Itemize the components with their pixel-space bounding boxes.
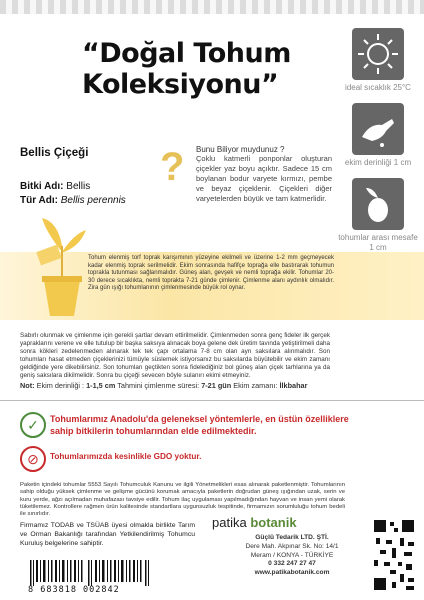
company-info [222, 534, 362, 578]
barcode-number: 8 683818 002842 [28, 585, 120, 595]
brand-name-b: botanik [250, 515, 297, 530]
plant-names [20, 180, 126, 208]
brand-name-a: patika [212, 515, 247, 530]
growing-info-sidebar [337, 28, 419, 263]
note-season-label: Ekim zamanı: [233, 381, 278, 390]
no-gmo-icon: ⊘ [20, 446, 46, 472]
qr-code [372, 518, 416, 592]
certification-text: Firmamız TODAB ve TSÜAB üyesi olmakla birlikte Tarım ve Orman Bakanlığı tarafından Yetkilendirilmiş Tohumcu Kuruluş belgelerine sahiptir. [20, 522, 195, 547]
note-germ-value: 7-21 gün [201, 381, 232, 390]
divider [0, 400, 424, 401]
did-you-know-box [160, 145, 332, 204]
did-you-know-text: Çoklu katmerli ponponlar oluşturan çiçekler yaz boyu açıktır. Sadece 15 cm boylanan bodur varyete kırmızı, pembe ve beyaz çiçeklenir. Çiçekleri diğer varyetelerden büyük ve tam katmerlidir. [196, 154, 332, 203]
company-website: www.patikabotanik.com [254, 569, 330, 577]
sprout-pot-icon [34, 212, 90, 322]
company-name: Güçlü Tedarik LTD. ŞTİ. [255, 534, 329, 541]
brand-logo [212, 515, 297, 530]
depth-info [337, 103, 419, 168]
spacing-text: tohumlar arası mesafe 1 cm [338, 233, 418, 252]
note-depth-label: Ekim derinliği : [36, 381, 85, 390]
collection-title: “Doğal Tohum Koleksiyonu” [82, 38, 291, 100]
bitki-label: Bitki Adı: [20, 181, 64, 192]
company-phone: 0 332 247 27 47 [268, 560, 316, 568]
no-gmo-claim: Tohumlarımızda kesinlikle GDO yoktur. [50, 452, 202, 461]
temperature-info [337, 28, 419, 93]
temperature-text: ideal sıcaklık 25°C [345, 83, 411, 92]
bitki-value: Bellis [66, 181, 91, 192]
note-germ-label: Tahmini çimlenme süresi: [117, 381, 200, 390]
origin-claim: Tohumlarımız Anadolu'da geleneksel yöntemlerle, en üstün özelliklere sahip bitkilerin tohumlarından elde edilmektedir. [50, 414, 349, 436]
tear-strip [0, 0, 424, 14]
did-you-know-title: Bunu Biliyor muydunuz ? [196, 145, 285, 154]
company-address-1: Dere Mah. Akpınar Sk. No: 14/1 [245, 542, 339, 550]
company-address-2: Meram / KONYA - TÜRKİYE [250, 551, 334, 559]
sowing-note [20, 381, 340, 390]
tur-value: Bellis perennis [60, 195, 126, 206]
question-mark-icon: ? [160, 145, 185, 189]
depth-text: ekim derinliği 1 cm [344, 158, 412, 167]
note-label: Not: [20, 381, 35, 390]
sowing-instructions-text: Tohum elenmiş torf toprak karışımının yüzeyine ekilmeli ve üzerine 1-2 mm geçmeyecek kadar elenmiş toprak serilmelidir. Ekim sonrasında hafifçe toprağa elle bastırarak tohumun toprakla tutunması sağlanmalıdır. Güneş alan, gevşek ve nemli toprağa ekilir. Tohumlar 20-30 derece sıcaklıkta, nemli toprakta 7-21 günde çimlenir. Çimlenme alanı aydınlık olmalıdır. Zira gün ışığı tohumlanının çimlenmesinde büyük rol oynar. [88, 255, 334, 291]
check-icon: ✓ [20, 412, 46, 438]
note-depth-value: 1-1,5 cm [86, 381, 116, 390]
legal-text: Paketin içindeki tohumlar 5553 Sayılı Tohumculuk Kanunu ve ilgili Yönetmelikleri esas alınarak paketlenmiştir. Tohumlarının sahip olduğu yüksek çimlenme ve gelişme gücünü korumak amacıyla paketlerin doğrudan güneş ışığından uzak, serin ve kuru yerde, ağzı açılmadan muhafazası tavsiye edilir. Tohum ilaç uygulaması yapılmadığından hayvan ve insan yemi olarak tüketilemez. Kontrollere rağmen ürün kalitesinde standartlara uygunsuzluk tespitinde, firmamızın sorumluluğu tohum bedeli ile sınırlıdır. [20, 482, 345, 518]
care-instructions-text: Sabırlı olunmak ve çimlenme için gerekli şartlar devam ettirilmelidir. Çimlenmeden sonra genç fideler ilk gerçek yapraklarını verene ve elle tutulup bir başka saksıya alınacak boya gelene dek üretim tavında yetiştirilmeli daha sonra kökleri zedelenmeden alınarak tek tek çapı ortalama 7-8 cm olan ayrı saksılara alınmalıdır. Son tohumları hasat etmeden çiçeklerinizi tümüyle süslemek istiyorsanız bu saksılarda büyütebilir ve ekim zamanı geldiğinde yere dikebilirsiniz. Son tohumları geçtikten sonra fidelediğiniz bol güneş alan çiçek tarhlarına ya da geniş saksılara dikilmelidir. Sonra bu çiçeği sevecen böyle sulanırı ekimi etmeyiniz. [20, 332, 330, 379]
barcode [30, 560, 150, 586]
note-season-value: İlkbahar [279, 381, 308, 390]
spacing-info [337, 178, 419, 253]
sun-icon [352, 28, 404, 80]
seed-sprout-icon [352, 178, 404, 230]
sowing-hand-icon [352, 103, 404, 155]
tur-label: Tür Adı: [20, 195, 58, 206]
product-name: Bellis Çiçeği [20, 147, 89, 159]
